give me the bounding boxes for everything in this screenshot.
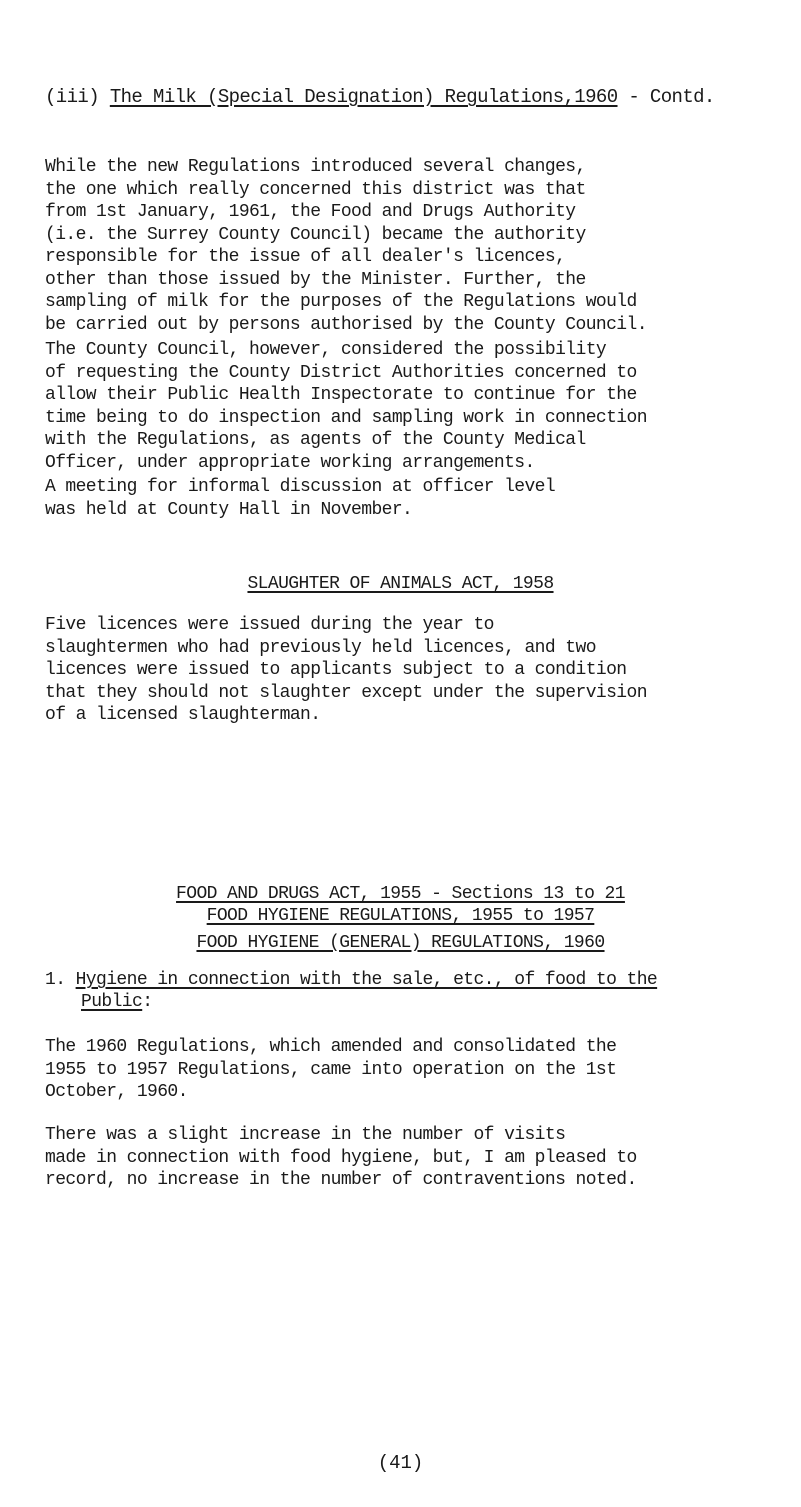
slaughter-act-heading: SLAUGHTER OF ANIMALS ACT, 1958 — [247, 574, 554, 594]
food-hygiene-general-heading: FOOD HYGIENE (GENERAL) REGULATIONS, 1960 — [196, 933, 605, 953]
milk-paragraph-1: While the new Regulations introduced several changes, the one which really concerned this district was that from 1st January, 1961, the Food and Drugs Authority (i.e. the Surrey County Council) became the authority responsible for the issue of all dealer's licences, other than those issued by the Minister. Further, the sampling of milk for the purposes of the Regulations would be carried out by persons authorised by the County Council. — [45, 157, 647, 335]
food-drugs-act-heading: FOOD AND DRUGS ACT, 1955 - Sections 13 to 21 — [176, 884, 625, 904]
item-1-title-continued — [81, 991, 152, 1014]
item-title-line2: Public — [81, 992, 143, 1012]
item-number: 1. — [45, 970, 66, 990]
food-hygiene-regulations-heading: FOOD HYGIENE REGULATIONS, 1955 to 1957 — [206, 906, 595, 926]
item-title-line1: Hygiene in connection with the sale, etc., of food to the — [75, 970, 658, 990]
continued-label: - Contd. — [617, 86, 715, 108]
milk-paragraph-3: A meeting for informal discussion at officer level was held at County Hall in November. — [45, 477, 556, 520]
food-paragraph-1: The 1960 Regulations, which amended and consolidated the 1955 to 1957 Regulations, came into operation on the 1st October, 1960. — [45, 1037, 617, 1102]
milk-paragraph-2: The County Council, however, considered the possibility of requesting the County District Authorities concerned to allow their Public Health Inspectorate to continue for the time being to do inspection and sampling work in connection with the Regulations, as agents of the County Medical Officer, under appropriate working arrangements. — [45, 340, 647, 473]
milk-section-heading — [45, 86, 715, 109]
food-paragraph-2: There was a slight increase in the number of visits made in connection with food hygiene, but, I am pleased to record, no increase in the number of contraventions noted. — [45, 1125, 637, 1190]
milk-regulations-title: The Milk (Special Designation) Regulations,1960 — [109, 86, 618, 108]
page-number: (41) — [377, 1452, 424, 1474]
item-title-colon: : — [142, 992, 153, 1012]
item-1-title — [45, 969, 657, 992]
section-number: (iii) — [45, 86, 110, 108]
slaughter-paragraph: Five licences were issued during the year to slaughtermen who had previously held licences, and two licences were issued to applicants subject to a condition that they should not slaughter except under the supervision of a licensed slaughterman. — [45, 615, 647, 725]
